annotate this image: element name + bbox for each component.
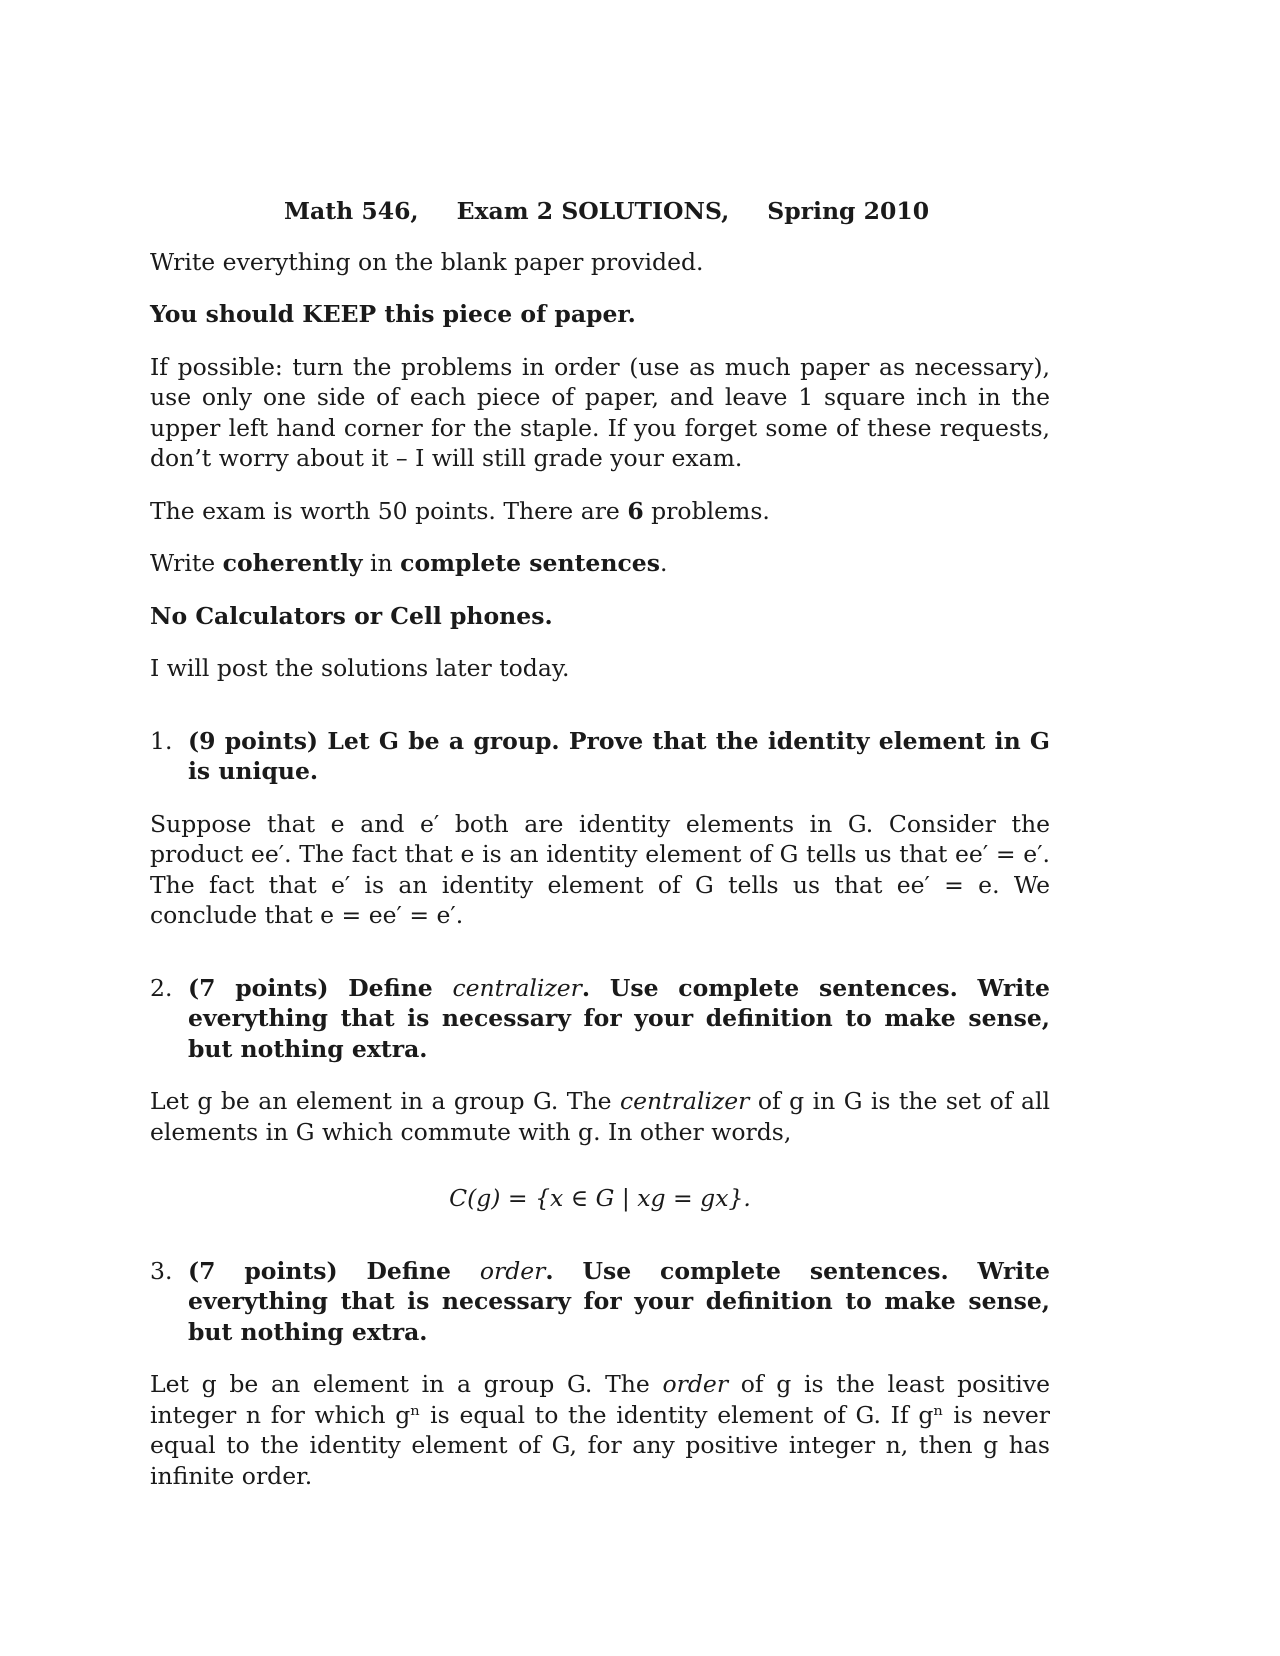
instruction-no-calculators: No Calculators or Cell phones. <box>150 601 553 630</box>
instruction-order-staple: If possible: turn the problems in order (use as much paper as necessary), use only one side of each piece of paper, and leave 1 square inch in the upper left hand corner for the staple. If you forget some of these requests, don’t worry about it – I will still grade your exam. <box>150 352 1050 472</box>
problem-2-solution-term: centralizer <box>619 1087 750 1115</box>
instruction-keep-paper: You should KEEP this piece of paper. <box>150 300 636 328</box>
problem-3-prompt <box>150 1256 1050 1348</box>
page-title <box>284 196 1050 227</box>
coherent-pre: Write <box>150 549 223 577</box>
problem-2-solution-post: of g in G is the set of all elements in G which commute with g. In other words, <box>150 1087 1051 1146</box>
problem-2-text-post: . Use complete sentences. Write everything that is necessary for your definition to make sense, but nothing extra. <box>188 973 1050 1063</box>
sentences-bold: complete sentences <box>400 549 660 577</box>
points-pre: The exam is worth 50 points. There are <box>150 496 628 525</box>
problem-2-number: 2. <box>150 973 173 1002</box>
problem-1-solution: Suppose that e and e′ both are identity elements in G. Consider the product ee′. The fact that e is an identity element of G tells us that ee′ = e′. The fact that e′ is an identity element of G tells us that ee′ = e. We conclude that e = ee′ = e′. <box>150 809 1050 929</box>
instruction-solutions-later: I will post the solutions later today. <box>150 654 570 682</box>
problem-1-text: (9 points) Let G be a group. Prove that the identity element in G is unique. <box>188 726 1050 785</box>
instruction-coherent <box>150 548 1050 579</box>
problem-3-solution-term: order <box>662 1370 729 1398</box>
instruction-write-paper: Write everything on the blank paper provided. <box>150 247 704 276</box>
problem-3-number: 3. <box>150 1256 173 1285</box>
exam-page <box>150 196 1050 1513</box>
problem-1-number: 1. <box>150 726 173 755</box>
problem-3-text-pre: (7 points) Define <box>188 1256 480 1285</box>
coherent-mid: in <box>362 549 401 577</box>
problem-3-solution-post: of g is the least positive integer n for which gⁿ is equal to the identity element of G. If gⁿ is never equal to the identity element of G, for any positive integer n, then g has infinite order. <box>150 1370 1050 1490</box>
instruction-points <box>150 496 1050 527</box>
problem-3-solution <box>150 1369 1050 1491</box>
points-post: problems. <box>643 496 770 525</box>
problem-2-term: centralizer <box>452 973 582 1002</box>
problem-2-solution-pre: Let g be an element in a group G. The <box>150 1087 620 1115</box>
problem-2-solution <box>150 1086 1050 1147</box>
title-term: Spring 2010 <box>767 197 930 225</box>
coherent-post: . <box>659 549 668 577</box>
problem-3-term: order <box>479 1256 546 1285</box>
title-course: Math 546, <box>284 197 419 225</box>
problem-1-prompt <box>150 726 1050 787</box>
coherent-bold: coherently <box>222 549 363 577</box>
points-count: 6 <box>627 496 644 525</box>
centralizer-formula: C(g) = {x ∈ G | xg = gx}. <box>449 1184 751 1212</box>
problem-3-solution-pre: Let g be an element in a group G. The <box>150 1370 663 1398</box>
title-exam: Exam 2 SOLUTIONS, <box>456 197 730 225</box>
problem-2-text-pre: (7 points) Define <box>188 973 453 1002</box>
problem-2-prompt <box>150 973 1050 1065</box>
problem-3-text-post: . Use complete sentences. Write everything that is necessary for your definition to make sense, but nothing extra. <box>188 1256 1050 1346</box>
